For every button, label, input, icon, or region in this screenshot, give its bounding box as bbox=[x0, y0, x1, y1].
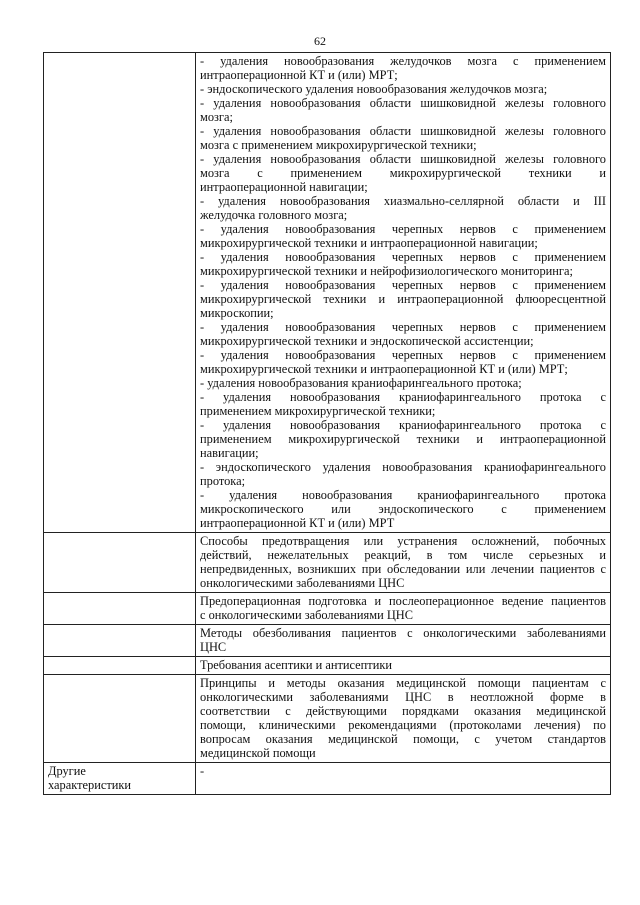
qualification-table bbox=[43, 52, 611, 795]
text-line: действий, нежелательных реакций, в том числе серьезных и bbox=[200, 548, 606, 562]
table-row bbox=[44, 53, 611, 533]
text-line: с онкологическими заболеваниями ЦНС bbox=[200, 608, 413, 622]
text-line: микрохирургической техники и интраоперационной навигации; bbox=[200, 236, 538, 250]
text-line: - удаления новообразования черепных нервов с применением bbox=[200, 250, 606, 264]
empty-left-cell bbox=[44, 675, 196, 763]
text-line: - удаления новообразования желудочков мозга с применением bbox=[200, 54, 606, 68]
text-line: - удаления новообразования черепных нервов с применением bbox=[200, 320, 606, 334]
text-line: Предоперационная подготовка и послеоперационное ведение пациентов bbox=[200, 594, 606, 608]
text-line: микроскопии; bbox=[200, 306, 274, 320]
section-cell bbox=[196, 625, 611, 657]
empty-left-cell bbox=[44, 593, 196, 625]
text-line: микрохирургической техники и интраоперационной флюоресцентной bbox=[200, 292, 606, 306]
text-line: микрохирургической техники и нейрофизиологического мониторинга; bbox=[200, 264, 573, 278]
text-line: - удаления новообразования хиазмально-селлярной области и III bbox=[200, 194, 606, 208]
empty-left-cell bbox=[44, 657, 196, 675]
text-line: непредвиденных, возникших при обследовании или лечении пациентов с bbox=[200, 562, 606, 576]
text-line: мозга; bbox=[200, 110, 233, 124]
section-cell bbox=[196, 533, 611, 593]
table-row bbox=[44, 625, 611, 657]
text-line: протока; bbox=[200, 474, 246, 488]
text-line: Способы предотвращения или устранения осложнений, побочных bbox=[200, 534, 606, 548]
text-line: Методы обезболивания пациентов с онкологическими заболеваниями bbox=[200, 626, 606, 640]
table-row bbox=[44, 593, 611, 625]
text-line: соответствии с действующими порядками оказания медицинской bbox=[200, 704, 606, 718]
empty-left-cell bbox=[44, 53, 196, 533]
text-line: помощи, клиническими рекомендациями (протоколами лечения) по bbox=[200, 718, 606, 732]
text-line: Требования асептики и антисептики bbox=[200, 658, 392, 672]
procedure-list-cell bbox=[196, 53, 611, 533]
text-line: применением микрохирургической техники; bbox=[200, 404, 436, 418]
text-line: - эндоскопического удаления новообразования краниофарингеального bbox=[200, 460, 606, 474]
text-line: - удаления новообразования краниофарингеального протока с bbox=[200, 418, 606, 432]
table-row bbox=[44, 657, 611, 675]
text-line: Принципы и методы оказания медицинской помощи пациентам с bbox=[200, 676, 606, 690]
text-line: медицинской помощи bbox=[200, 746, 316, 760]
table-row bbox=[44, 533, 611, 593]
text-line: микроскопического или эндоскопического с применением bbox=[200, 502, 606, 516]
text-line: интраоперационной КТ и (или) МРТ bbox=[200, 516, 395, 530]
text-line: - удаления новообразования черепных нервов с применением bbox=[200, 348, 606, 362]
text-line: вопросам оказания медицинской помощи, с учетом стандартов bbox=[200, 732, 606, 746]
text-line: онкологическими заболеваниями ЦНС в неотложной форме в bbox=[200, 690, 606, 704]
text-line: - удаления новообразования черепных нервов с применением bbox=[200, 222, 606, 236]
label-line: характеристики bbox=[48, 778, 132, 792]
text-line: интраоперационной КТ и (или) МРТ; bbox=[200, 68, 398, 82]
text-line: применением микрохирургической техники и интраоперационной bbox=[200, 432, 606, 446]
text-line: - удаления новообразования краниофарингеального протока с bbox=[200, 390, 606, 404]
text-line: мозга с применением микрохирургической техники и bbox=[200, 166, 606, 180]
text-line: - удаления новообразования области шишковидной железы головного bbox=[200, 124, 606, 138]
procedure-list bbox=[200, 53, 606, 532]
text-line: мозга с применением микрохирургической техники; bbox=[200, 138, 477, 152]
section-cell bbox=[196, 593, 611, 625]
text-line: - удаления новообразования области шишковидной железы головного bbox=[200, 96, 606, 110]
value-line: - bbox=[200, 764, 205, 778]
text-line: микрохирургической техники и эндоскопической ассистенции; bbox=[200, 334, 534, 348]
empty-left-cell bbox=[44, 625, 196, 657]
text-line: ЦНС bbox=[200, 640, 227, 654]
text-line: микрохирургической техники и интраоперационной КТ и (или) МРТ; bbox=[200, 362, 568, 376]
section-cell bbox=[196, 657, 611, 675]
empty-left-cell bbox=[44, 533, 196, 593]
text-line: желудочка головного мозга; bbox=[200, 208, 348, 222]
text-line: онкологическими заболеваниями ЦНС bbox=[200, 576, 405, 590]
text-line: - удаления новообразования краниофарингеального протока; bbox=[200, 376, 522, 390]
other-characteristics-value bbox=[196, 763, 611, 795]
text-line: - удаления новообразования краниофарингеального протока bbox=[200, 488, 606, 502]
table-row bbox=[44, 675, 611, 763]
text-line: навигации; bbox=[200, 446, 259, 460]
table-row bbox=[44, 763, 611, 795]
page-number: 62 bbox=[314, 34, 326, 48]
text-line: - удаления новообразования черепных нервов с применением bbox=[200, 278, 606, 292]
section-cell bbox=[196, 675, 611, 763]
text-line: интраоперационной навигации; bbox=[200, 180, 368, 194]
other-characteristics-label bbox=[44, 763, 196, 795]
label-line: Другие bbox=[48, 764, 86, 778]
text-line: - удаления новообразования области шишковидной железы головного bbox=[200, 152, 606, 166]
text-line: - эндоскопического удаления новообразования желудочков мозга; bbox=[200, 82, 548, 96]
